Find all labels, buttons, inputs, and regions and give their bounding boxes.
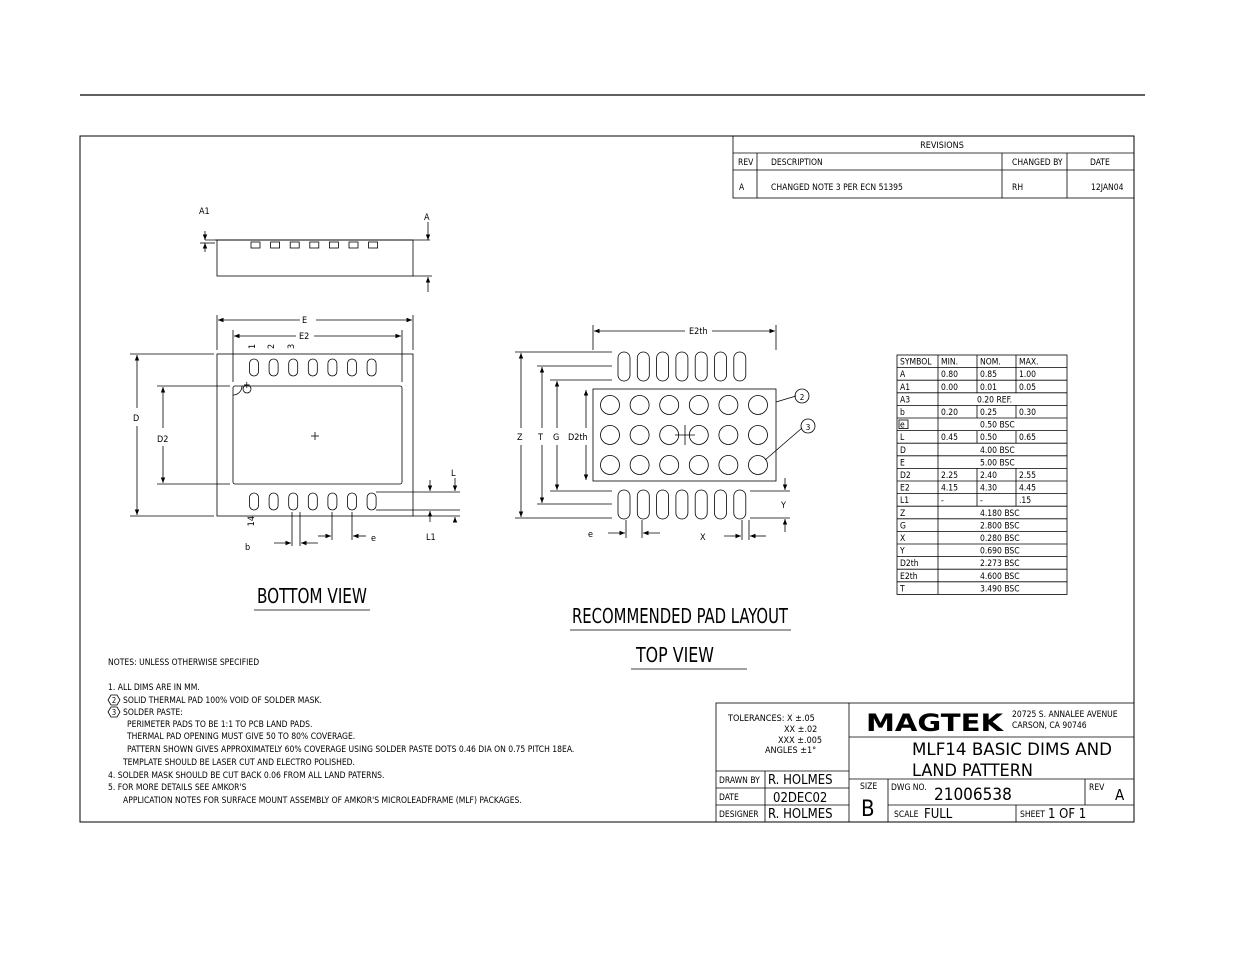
bottom-label-l: L <box>451 469 456 479</box>
note-3: SOLDER PASTE: <box>123 708 183 718</box>
dims-table-symbol: E2 <box>900 483 910 494</box>
dims-table-max: 2.55 <box>1019 471 1037 481</box>
drawing-title-line-2: LAND PATTERN <box>912 761 1033 781</box>
notes-header: NOTES: UNLESS OTHERWISE SPECIFIED <box>108 658 260 668</box>
dims-table-max: 0.30 <box>1019 408 1037 418</box>
tolerances-line-1: TOLERANCES: X ±.05 <box>728 714 815 724</box>
dims-table-nom: 0.25 <box>980 408 998 418</box>
dims-table-min: 0.45 <box>941 433 959 444</box>
side-lead <box>271 242 280 248</box>
dims-table-symbol: G <box>900 521 906 532</box>
dims-table-min: - <box>941 496 944 507</box>
dims-table-symbol: A3 <box>900 395 911 406</box>
side-lead <box>369 242 378 248</box>
paste-dot <box>601 456 620 475</box>
dims-table-header: SYMBOL <box>900 357 932 368</box>
note-1: 1. ALL DIMS ARE IN MM. <box>108 683 200 693</box>
note-5a: APPLICATION NOTES FOR SURFACE MOUNT ASSEMBLY OF AMKOR'S MICROLEADFRAME (MLF) PACKAGES. <box>123 796 522 806</box>
note-4: 4. SOLDER MASK SHOULD BE CUT BACK 0.06 FROM ALL LAND PATERNS. <box>108 771 385 781</box>
land-pad-bottom <box>715 490 727 519</box>
dims-table-symbol: A1 <box>900 382 911 393</box>
dims-table-symbol: b <box>900 408 905 418</box>
bottom-label-e2: E2 <box>299 332 310 342</box>
note-2-badge: 2 <box>111 696 117 705</box>
dims-table-nom: 0.280 BSC <box>980 534 1020 544</box>
bottom-lead-top <box>348 359 357 376</box>
bottom-lead-bottom <box>289 493 298 510</box>
land-pad-top <box>637 352 649 381</box>
rev-row-description: CHANGED NOTE 3 PER ECN 51395 <box>771 183 903 193</box>
sheet-label: SHEET <box>1020 810 1045 820</box>
drawn-by-value: R. HOLMES <box>768 773 833 788</box>
dims-table-nom: 2.800 BSC <box>980 521 1020 532</box>
paste-dot <box>689 396 708 415</box>
dims-table-nom: 4.30 <box>980 483 998 494</box>
dims-table-min: 2.25 <box>941 471 959 481</box>
rev-row-date: 12JAN04 <box>1091 183 1124 193</box>
rev-label: REV <box>1089 783 1105 793</box>
date-label: DATE <box>719 793 739 803</box>
top-view-title: TOP VIEW <box>635 643 715 667</box>
scale-label: SCALE <box>894 810 919 820</box>
bottom-lead-top <box>308 359 317 376</box>
pin-number-3: 3 <box>287 343 297 349</box>
bottom-label-e-pitch: e <box>371 534 376 544</box>
bottom-lead-bottom <box>250 493 259 510</box>
paste-dot <box>630 456 649 475</box>
pad-layout-title: RECOMMENDED PAD LAYOUT <box>572 604 789 628</box>
dwg-no-value: 21006538 <box>934 785 1012 805</box>
callout-3: 3 <box>805 423 811 432</box>
bottom-view-title: BOTTOM VIEW <box>257 584 368 608</box>
paste-dot <box>660 456 679 475</box>
dims-table-nom: 0.50 <box>980 433 998 444</box>
address-line-1: 20725 S. ANNALEE AVENUE <box>1012 710 1118 720</box>
rev-row-changed-by: RH <box>1012 183 1024 193</box>
dims-table-min: 0.20 <box>941 408 959 418</box>
side-view-leads <box>251 242 378 248</box>
land-pad-bottom <box>657 490 669 519</box>
drawing-title-line-1: MLF14 BASIC DIMS AND <box>912 740 1112 760</box>
paste-dot <box>749 396 768 415</box>
note-2: SOLID THERMAL PAD 100% VOID OF SOLDER MASK. <box>123 696 322 706</box>
land-pad-top <box>618 352 630 381</box>
pad-label-t: T <box>538 433 543 443</box>
dims-table-nom: 0.01 <box>980 382 998 393</box>
magtek-logo: MAGTEK <box>866 709 1005 737</box>
paste-dot <box>601 426 620 445</box>
paste-dot <box>719 396 738 415</box>
dims-table-nom: 0.690 BSC <box>980 546 1020 557</box>
bottom-lead-bottom <box>367 493 376 510</box>
dims-table-symbol: E2th <box>900 571 918 582</box>
note-3b: THERMAL PAD OPENING MUST GIVE 50 TO 80% COVERAGE. <box>127 732 356 742</box>
paste-dot <box>630 396 649 415</box>
dims-table-max: .15 <box>1019 496 1032 507</box>
land-pad-top <box>734 352 746 381</box>
notes <box>108 658 574 806</box>
bottom-lead-top <box>367 359 376 376</box>
dims-table-symbol: D <box>900 445 906 456</box>
land-pad-bottom <box>695 490 707 519</box>
dims-table-nom: 0.50 BSC <box>980 420 1015 431</box>
note-3c: PATTERN SHOWN GIVES APPROXIMATELY 60% COVERAGE USING SOLDER PASTE DOTS 0.46 DIA ON 0.75 PITCH 18EA. <box>127 745 575 755</box>
rev-header-changed-by: CHANGED BY <box>1012 158 1063 168</box>
dims-table-nom: 5.00 BSC <box>980 458 1015 469</box>
dims-table-nom: 3.490 BSC <box>980 584 1020 595</box>
pin-number-1: 1 <box>248 343 258 349</box>
note-3a: PERIMETER PADS TO BE 1:1 TO PCB LAND PADS. <box>127 720 313 730</box>
land-pad-bottom <box>734 490 746 519</box>
bottom-lead-top <box>289 359 298 376</box>
land-pad-bottom <box>618 490 630 519</box>
designer-label: DESIGNER <box>719 810 759 820</box>
dims-table-symbol: Y <box>900 546 905 557</box>
side-lead <box>290 242 299 248</box>
dims-table-symbol: T <box>900 584 905 595</box>
dims-table-nom: 0.85 <box>980 370 998 381</box>
side-label-a: A <box>424 213 430 223</box>
dwg-no-label: DWG NO. <box>891 783 927 793</box>
dims-table-symbol: E <box>900 458 905 469</box>
bottom-lead-bottom <box>328 493 337 510</box>
bottom-label-d: D <box>133 414 140 424</box>
dims-table-max: 0.65 <box>1019 433 1037 444</box>
paste-dot <box>749 456 768 475</box>
paste-dot <box>630 426 649 445</box>
note-3d: TEMPLATE SHOULD BE LASER CUT AND ELECTRO POLISHED. <box>123 758 355 768</box>
dims-table-min: 0.80 <box>941 370 959 381</box>
bottom-view-leads <box>250 359 377 510</box>
size-label: SIZE <box>860 782 878 792</box>
callout-2: 2 <box>799 393 805 402</box>
address-line-2: CARSON, CA 90746 <box>1012 721 1087 731</box>
pin1-plus: + <box>243 380 251 391</box>
tolerances-line-3: XXX ±.005 <box>778 736 823 746</box>
designer-value: R. HOLMES <box>768 807 833 822</box>
dims-table-max: 1.00 <box>1019 370 1037 381</box>
land-pad-top <box>695 352 707 381</box>
dims-table-nom: 2.40 <box>980 471 998 481</box>
bottom-label-b: b <box>245 543 251 553</box>
side-view <box>200 222 432 292</box>
dims-table-header: NOM. <box>980 357 1001 368</box>
pin-number-2: 2 <box>267 343 277 349</box>
rev-row-rev: A <box>739 183 745 193</box>
paste-dot <box>689 456 708 475</box>
pad-layout-land-pads <box>618 352 746 519</box>
bottom-lead-top <box>250 359 259 376</box>
bottom-lead-bottom <box>269 493 278 510</box>
pad-label-y: Y <box>781 501 786 511</box>
bottom-lead-bottom <box>348 493 357 510</box>
dims-table-symbol: D2 <box>900 471 911 481</box>
land-pad-top <box>676 352 688 381</box>
land-pad-top <box>715 352 727 381</box>
side-lead <box>349 242 358 248</box>
rev-header-rev: REV <box>738 158 754 168</box>
dims-table-min: 4.15 <box>941 483 959 494</box>
paste-dot <box>749 426 768 445</box>
side-label-a1: A1 <box>199 207 210 217</box>
dims-table-symbol: L1 <box>900 496 910 507</box>
date-value: 02DEC02 <box>773 791 828 806</box>
dims-table-nom: 4.180 BSC <box>980 508 1020 519</box>
paste-dot <box>601 396 620 415</box>
land-pad-bottom <box>637 490 649 519</box>
pad-label-e2th: E2th <box>689 327 708 337</box>
size-value: B <box>861 797 875 822</box>
pad-label-z: Z <box>517 433 523 443</box>
paste-dot <box>719 456 738 475</box>
pin-number-14: 14 <box>247 516 257 527</box>
pad-label-e-pitch: e <box>588 530 593 540</box>
dims-table-header: MAX. <box>1019 357 1039 368</box>
dims-table-max: 0.05 <box>1019 382 1037 393</box>
side-lead <box>251 242 260 248</box>
dims-table-symbol: A <box>900 370 906 381</box>
revisions-title: REVISIONS <box>920 141 964 151</box>
dims-table-symbol: X <box>900 534 906 544</box>
bottom-label-l1: L1 <box>426 533 436 543</box>
note-3-badge: 3 <box>111 708 117 717</box>
dims-table-max: 4.45 <box>1019 483 1037 494</box>
dims-table-nom: - <box>980 496 983 507</box>
dims-table-nom: 2.273 BSC <box>980 559 1020 570</box>
pad-label-x: X <box>700 533 706 543</box>
pad-label-d2th: D2th <box>568 433 588 443</box>
side-lead <box>310 242 319 248</box>
bottom-lead-top <box>328 359 337 376</box>
dims-table-span: 0.20 REF. <box>977 395 1013 406</box>
bottom-lead-top <box>269 359 278 376</box>
sheet-value: 1 OF 1 <box>1048 807 1087 822</box>
dims-table-symbol: L <box>900 433 905 444</box>
tolerances-line-2: XX ±.02 <box>784 725 818 735</box>
land-pad-top <box>657 352 669 381</box>
note-5: 5. FOR MORE DETAILS SEE AMKOR'S <box>108 783 247 793</box>
dims-table-symbol: e <box>900 420 905 431</box>
rev-header-date: DATE <box>1090 158 1110 168</box>
bottom-label-d2: D2 <box>157 435 169 445</box>
land-pad-bottom <box>676 490 688 519</box>
tolerances-line-4: ANGLES ±1° <box>765 746 817 756</box>
bottom-label-e: E <box>302 316 308 326</box>
rev-header-description: DESCRIPTION <box>771 158 823 168</box>
dims-table-header: MIN. <box>941 357 958 368</box>
scale-value: FULL <box>924 807 953 822</box>
pad-label-g: G <box>553 433 560 443</box>
dims-table-symbol: D2th <box>900 559 919 570</box>
paste-dot <box>660 396 679 415</box>
drawn-by-label: DRAWN BY <box>719 776 760 786</box>
dims-table-nom: 4.00 BSC <box>980 445 1015 456</box>
side-lead <box>329 242 338 248</box>
paste-dot <box>719 426 738 445</box>
bottom-lead-bottom <box>308 493 317 510</box>
rev-value: A <box>1115 786 1125 804</box>
dims-table-nom: 4.600 BSC <box>980 571 1020 582</box>
dimensions-table <box>897 355 1067 594</box>
dims-table-symbol: Z <box>900 508 906 519</box>
dims-table-min: 0.00 <box>941 382 959 393</box>
